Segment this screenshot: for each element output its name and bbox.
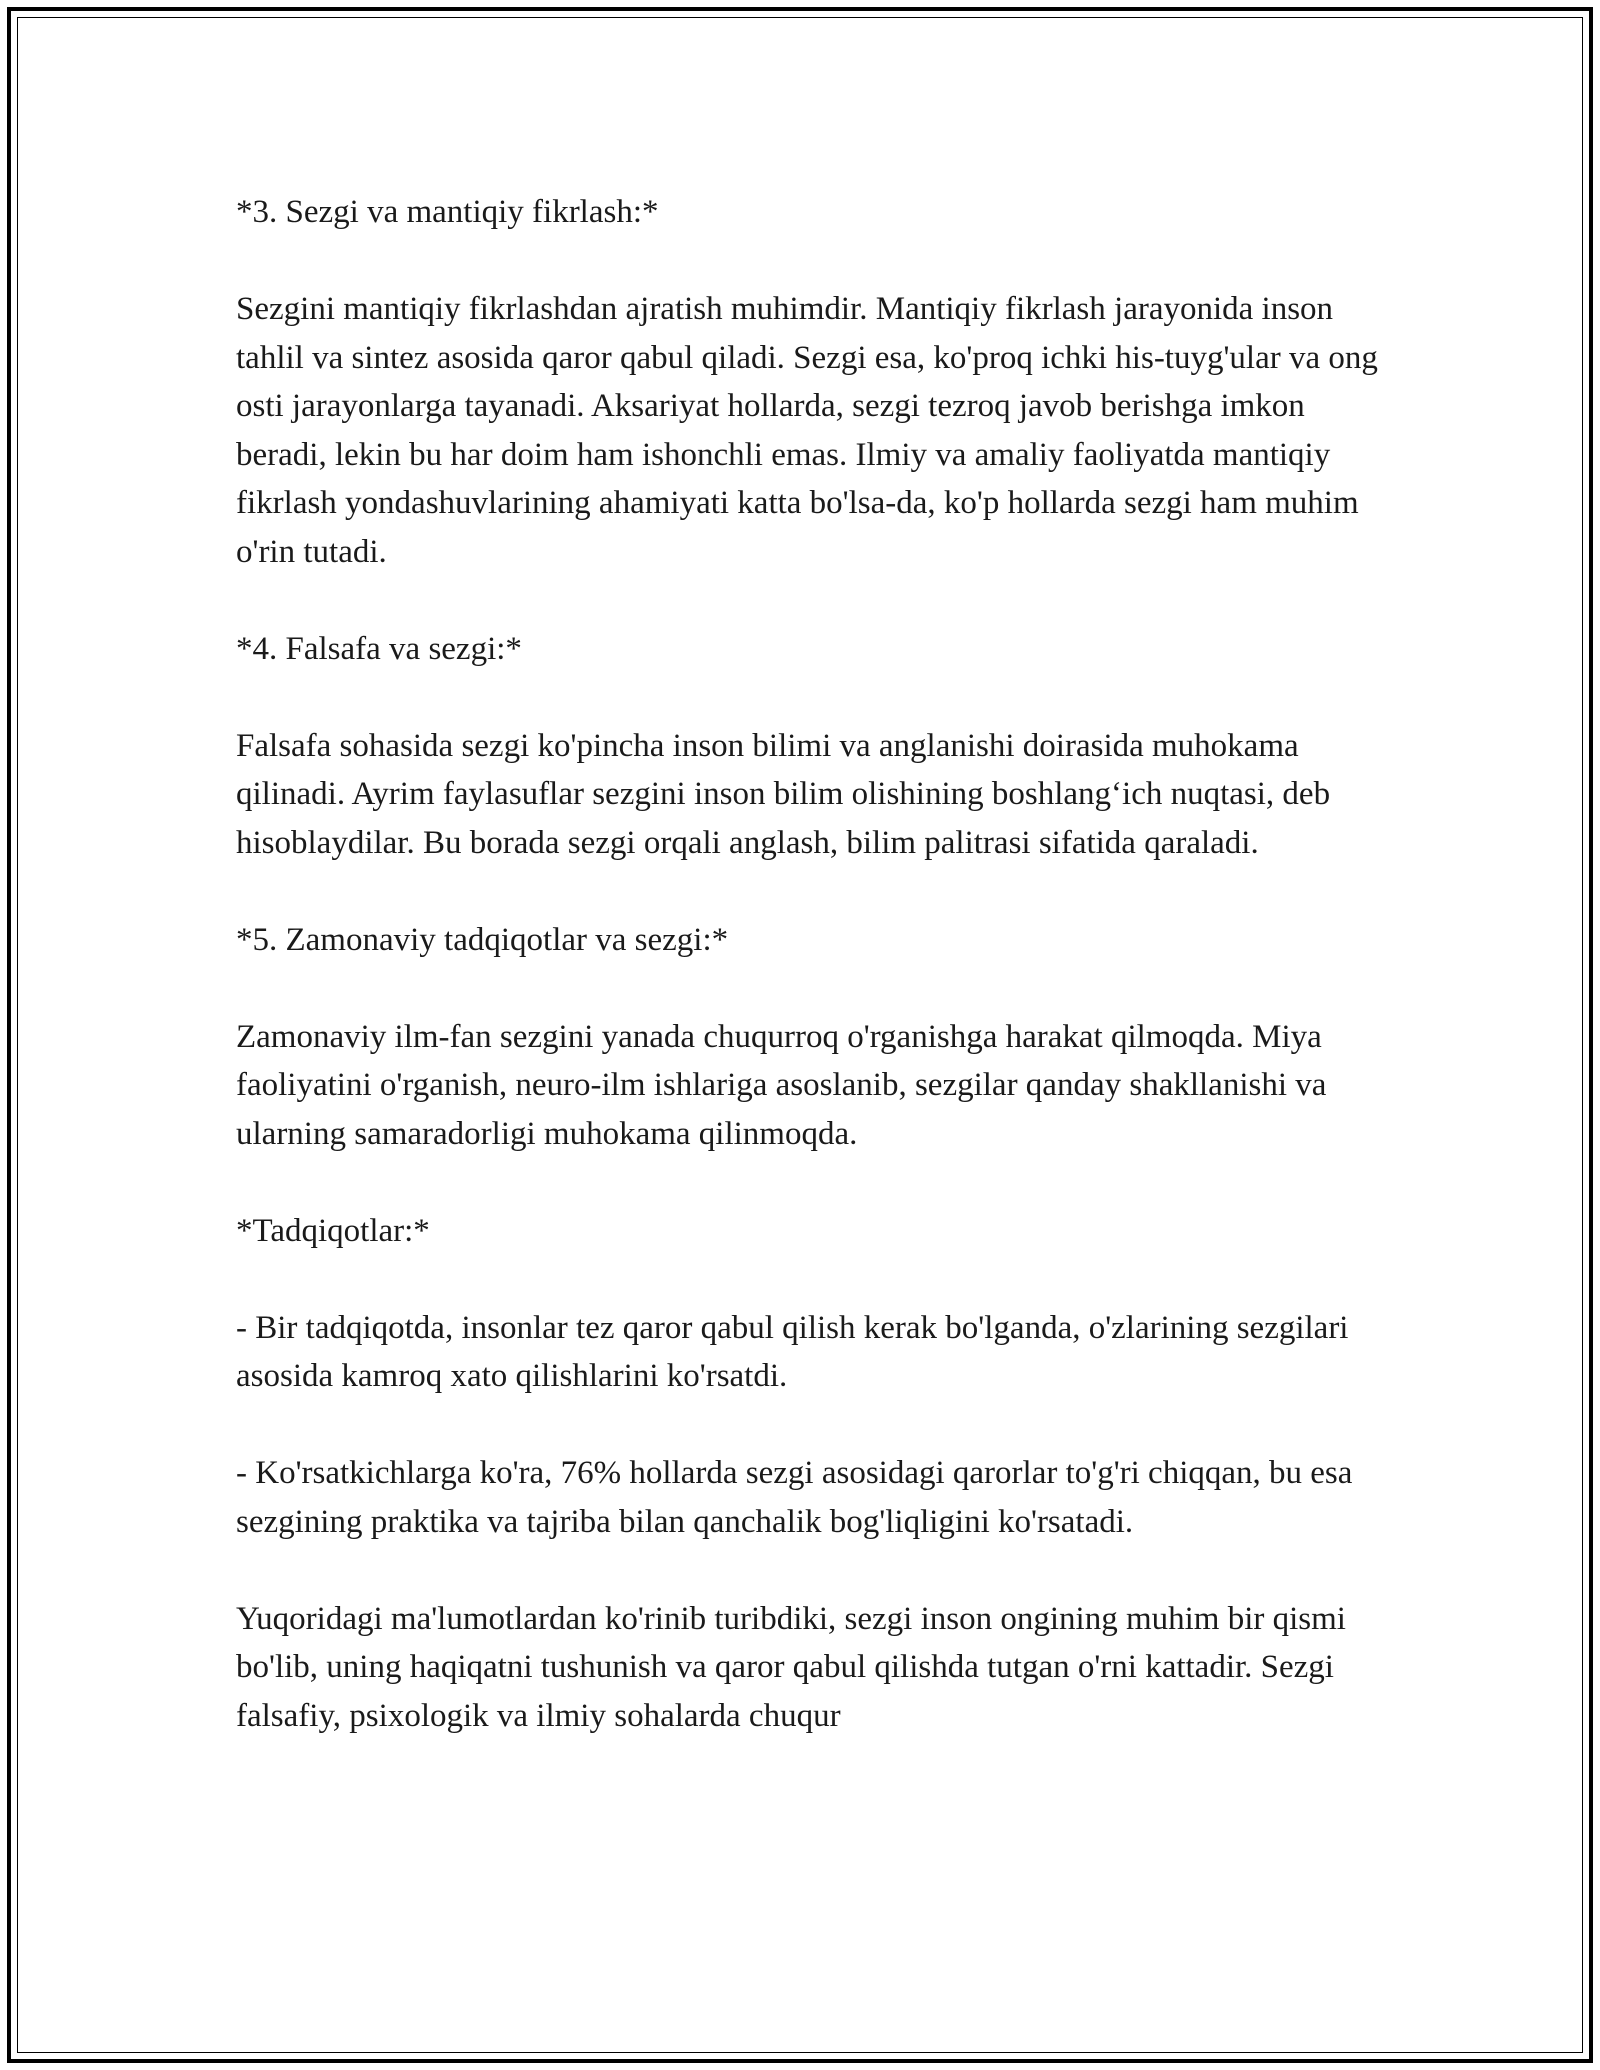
section-heading-research: *Tadqiqotlar:* [236, 1212, 430, 1249]
document-body [236, 188, 1386, 1740]
list-item-research-1: - Bir tadqiqotda, insonlar tez qaror qabul qilish kerak bo'lganda, o'zlarining sezgilari asosida kamroq xato qilishlarini ko'rsatdi. [236, 1309, 1349, 1394]
section-heading-3: *3. Sezgi va mantiqiy fikrlash:* [236, 194, 659, 230]
paragraph-philosophy: Falsafa sohasida sezgi ko'pincha inson bilimi va anglanishi doirasida muhokama qilinadi. Ayrim faylasuflar sezgini inson bilim olishining boshlang‘ich nuqtasi, deb hisoblaydilar. Bu borada sezgi orqali anglash, bilim palitrasi sifatida qaraladi. [236, 727, 1331, 861]
paragraph-conclusion: Yuqoridagi ma'lumotlardan ko'rinib turibdiki, sezgi inson ongining muhim bir qismi bo'lib, uning haqiqatni tushunish va qaror qabul qilishda tutgan o'rni kattadir. Sezgi falsafiy, psixologik va ilmiy sohalarda chuqur [236, 1600, 1346, 1734]
section-heading-4: *4. Falsafa va sezgi:* [236, 630, 522, 667]
section-heading-5: *5. Zamonaviy tadqiqotlar va sezgi:* [236, 921, 729, 958]
paragraph-modern-research: Zamonaviy ilm-fan sezgini yanada chuqurroq o'rganishga harakat qilmoqda. Miya faoliyatini o'rganish, neuro-ilm ishlariga asoslanib, sezgilar qanday shakllanishi va ularning samaradorligi muhokama qilinmoqda. [236, 1018, 1327, 1152]
list-item-research-2: - Ko'rsatkichlarga ko'ra, 76% hollarda sezgi asosidagi qarorlar to'g'ri chiqqan, bu esa sezgining praktika va tajriba bilan qanchalik bog'liqligini ko'rsatadi. [236, 1455, 1353, 1540]
paragraph-logic-vs-intuition: Sezgini mantiqiy fikrlashdan ajratish muhimdir. Mantiqiy fikrlash jarayonida inson tahlil va sintez asosida qaror qabul qiladi. Sezgi esa, ko'proq ichki his-tuyg'ular va ong osti jarayonlarga tayanadi. Aksariyat hollarda, sezgi tezroq javob berishga imkon beradi, lekin bu har doim ham ishonchli emas. Ilmiy va amaliy faoliyatda mantiqiy fikrlash yondashuvlarining ahamiyati katta bo'lsa-da, ko'p hollarda sezgi ham muhim o'rin tutadi. [236, 291, 1378, 570]
